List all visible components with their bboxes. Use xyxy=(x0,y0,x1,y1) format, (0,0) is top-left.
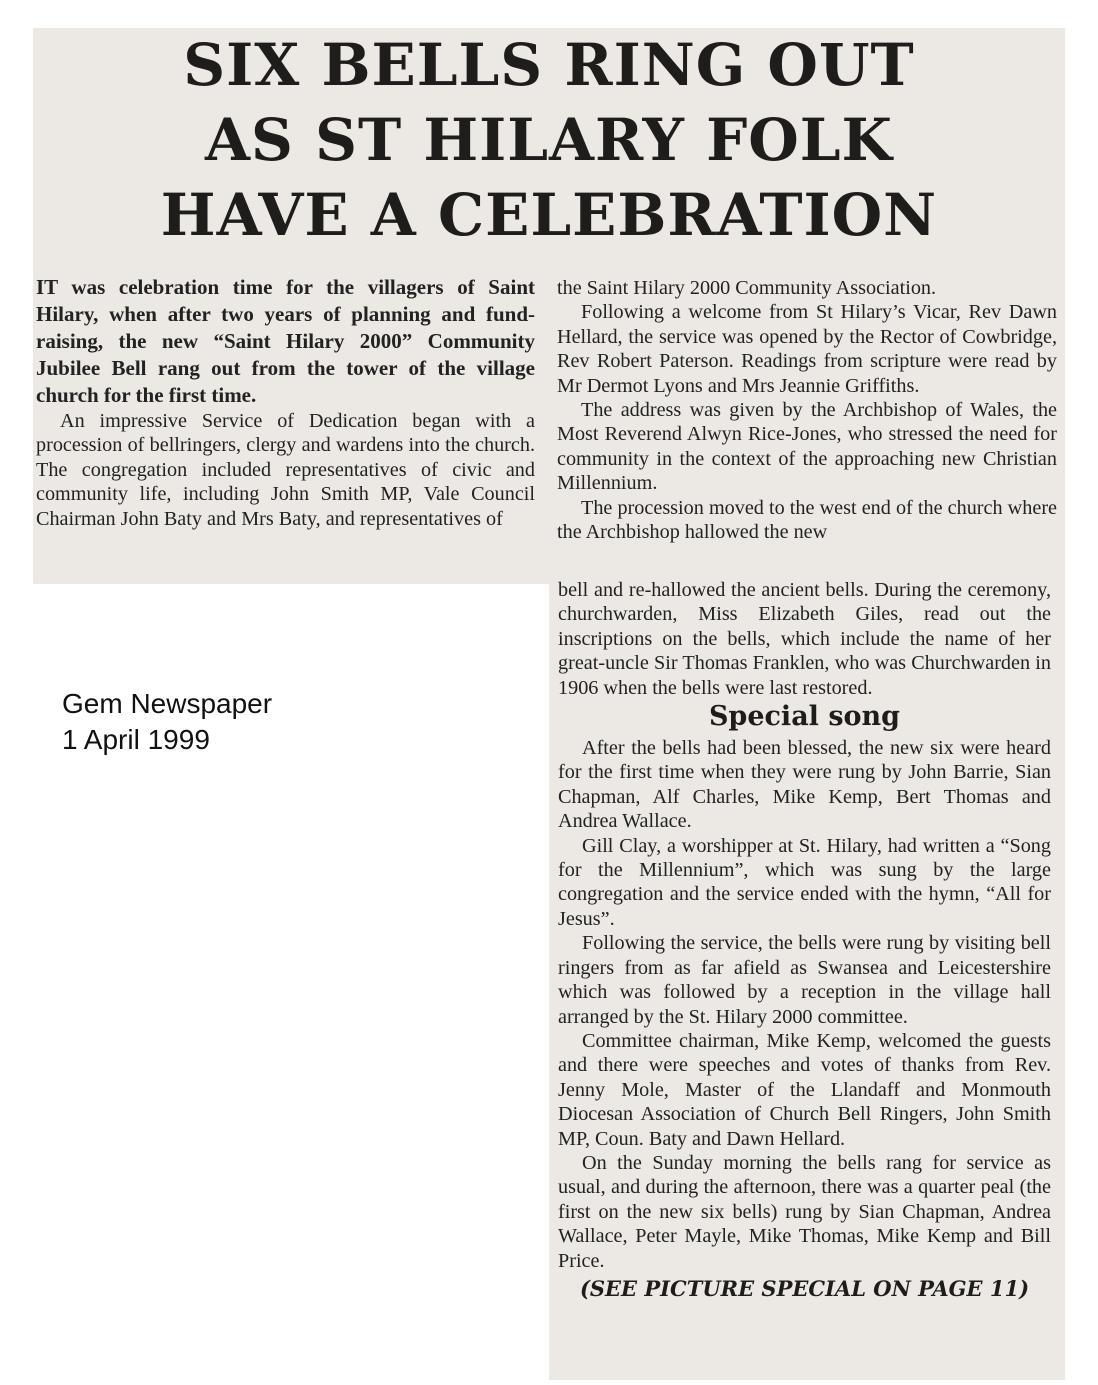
article-paragraph: bell and re-hallowed the ancient bells. During the ceremony, churchwarden, Miss Elizabeth Giles, read out the inscriptions on the bells, which include the name of her great-uncle Sir Thomas Franklen, who was Churchwarden in 1906 when the bells were last restored. xyxy=(558,579,1051,699)
article-paragraph: The address was given by the Archbishop of Wales, the Most Reverend Alwyn Rice-Jones, who stressed the need for community in the context of the approaching new Christian Millennium. xyxy=(557,399,1057,495)
article-paragraph: On the Sunday morning the bells rang for service as usual, and during the afternoon, there was a quarter peal (the first on the new six bells) rung by Sian Chapman, Andrea Wallace, Peter Mayle, Mike Thomas, Mike Kemp and Bill Price. xyxy=(558,1151,1051,1272)
source-publication: Gem Newspaper xyxy=(62,688,273,719)
see-picture-note: (SEE PICTURE SPECIAL ON PAGE 11) xyxy=(579,1275,1030,1301)
headline xyxy=(33,28,1065,253)
article-paragraph: Committee chairman, Mike Kemp, welcomed the guests and there were speeches and votes of thanks from Rev. Jenny Mole, Master of the Llandaff and Monmouth Diocesan Association of Church Bell Ringers, John Smith MP, Coun. Baty and Dawn Hellard. xyxy=(558,1029,1051,1150)
article-lead: IT was celebration time for the villagers of Saint Hilary, when after two years of planning and fund-raising, the new “Saint Hilary 2000” Community Jubilee Bell rang out from the tower of the village church for the first time. xyxy=(36,275,535,407)
article-paragraph: An impressive Service of Dedication began with a procession of bellringers, clergy and wardens into the church. The congregation included representatives of civic and community life, including John Smith MP, Vale Council Chairman John Baty and Mrs Baty, and representatives of xyxy=(36,410,535,530)
source-date: 1 April 1999 xyxy=(62,724,210,755)
headline-line-2: AS ST HILARY FOLK xyxy=(205,106,893,174)
headline-line-3: HAVE A CELEBRATION xyxy=(160,181,938,249)
article-subhead: Special song xyxy=(708,701,901,733)
article-column-left xyxy=(36,274,535,582)
headline-line-1: SIX BELLS RING OUT xyxy=(183,31,915,99)
article-column-right-top xyxy=(557,276,1057,576)
article-paragraph: The procession moved to the west end of the church where the Archbishop hallowed the new xyxy=(557,496,1057,544)
article-paragraph: Following a welcome from St Hilary’s Vicar, Rev Dawn Hellard, the service was opened by the Rector of Cowbridge, Rev Robert Paterson. Readings from scripture were read by Mr Dermot Lyons and Mrs Jeannie Griffiths. xyxy=(557,301,1057,397)
article-column-right-bottom xyxy=(558,578,1051,1378)
article-paragraph: Following the service, the bells were rung by visiting bell ringers from as far afield as Swansea and Leicestershire which was followed by a reception in the village hall arranged by the St. Hilary 2000 committee. xyxy=(558,932,1051,1028)
article-paragraph: After the bells had been blessed, the new six were heard for the first time when they were rung by John Barrie, Sian Chapman, Alf Charles, Mike Kemp, Bert Thomas and Andrea Wallace. xyxy=(558,737,1051,833)
article-paragraph: Gill Clay, a worshipper at St. Hilary, had written a “Song for the Millennium”, which was sung by the large congregation and the service ended with the hymn, “All for Jesus”. xyxy=(558,834,1051,930)
source-caption xyxy=(62,686,272,758)
article-paragraph: the Saint Hilary 2000 Community Association. xyxy=(557,277,937,299)
